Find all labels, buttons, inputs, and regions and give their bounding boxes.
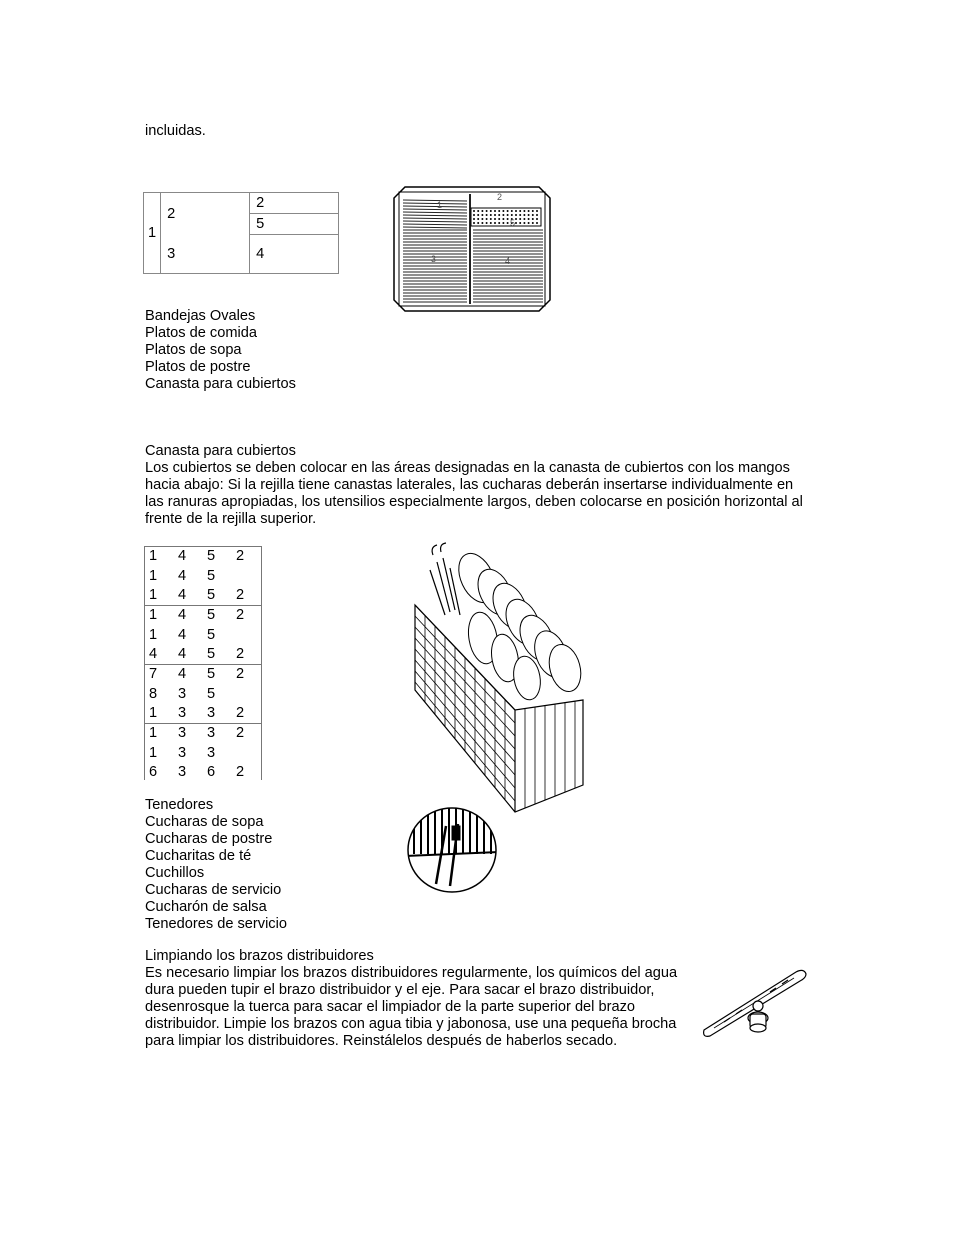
- spray-arm-figure: [700, 966, 810, 1038]
- cutlery-grid-cell: 4: [149, 646, 158, 662]
- cutlery-grid-cell: 5: [207, 685, 216, 702]
- cutlery-legend-item: Cucharitas de té: [145, 848, 252, 864]
- cutlery-grid-cell: 4: [178, 548, 187, 564]
- cutlery-legend-item: Tenedores: [145, 797, 214, 813]
- rack-legend-item: Bandejas Ovales: [145, 308, 256, 324]
- rack-legend-item: Canasta para cubiertos: [145, 376, 296, 392]
- rack-figure-label-5: 5: [510, 218, 516, 228]
- cutlery-legend-item: Cuchillos: [145, 865, 205, 881]
- arms-paragraph: Es necesario limpiar los brazos distribuidores regularmente, los químicos del agua dura pueden tupir el brazo distribuidor y el eje. Para sacar el brazo distribuidor, desenrosque la tuerca para sacar el limpiador de la parte superior del brazo distribuidor. Limpie los brazos con agua tibia y jabonosa, use una pequeña brocha para limpiar los distribuidores. Reinstálelos después de haberlos secado.: [145, 965, 678, 1049]
- cutlery-basket-figure: [405, 540, 590, 820]
- cutlery-grid-cell: 2: [236, 705, 245, 721]
- cutlery-grid-cell: 3: [178, 685, 187, 702]
- rack-figure-label-4: 4: [505, 256, 511, 266]
- cutlery-grid-cell: 4: [178, 626, 187, 643]
- intro-text: incluidas.: [145, 123, 206, 139]
- cutlery-grid-cell: 2: [236, 666, 245, 682]
- rack-figure-label-1: 1: [437, 200, 443, 210]
- cutlery-grid-cell: 3: [178, 764, 187, 780]
- cutlery-grid-cell: 4: [178, 567, 187, 584]
- cutlery-grid-cell: 7: [149, 666, 158, 682]
- rack-cell-left: 1: [144, 193, 161, 274]
- cutlery-grid-cell: 2: [236, 607, 245, 623]
- cutlery-grid-cell: 1: [149, 607, 158, 623]
- cutlery-grid-cell: [232, 567, 261, 587]
- cutlery-grid-cell: 4: [178, 607, 187, 623]
- cutlery-grid-cell: 3: [178, 744, 187, 761]
- cutlery-grid-cell: 8: [149, 685, 158, 702]
- cutlery-legend-item: Cucharón de salsa: [145, 899, 267, 915]
- rack-cell-mid-bottom: 3: [161, 235, 250, 274]
- cutlery-grid-cell: [232, 744, 261, 764]
- cutlery-title: Canasta para cubiertos: [145, 443, 296, 459]
- cutlery-grid-cell: 3: [207, 744, 216, 761]
- cutlery-grid-cell: 4: [178, 646, 187, 662]
- cutlery-grid-cell: 6: [207, 764, 216, 780]
- rack-cell-right-2: 5: [250, 214, 339, 235]
- cutlery-legend: [145, 797, 287, 933]
- rack-cell-mid-top: 2: [161, 193, 250, 235]
- cutlery-grid-cell: 4: [178, 666, 187, 682]
- cutlery-grid-cell: 1: [149, 705, 158, 721]
- cutlery-grid-cell: 2: [236, 764, 245, 780]
- cutlery-grid-cell: 1: [149, 626, 158, 643]
- cutlery-grid-cell: 5: [207, 607, 216, 623]
- rack-layout-table: [143, 192, 339, 274]
- cutlery-grid-cell: 3: [207, 725, 216, 741]
- cutlery-grid-group: [145, 724, 261, 782]
- cutlery-grid-cell: 2: [236, 725, 245, 741]
- cutlery-legend-item: Cucharas de servicio: [145, 882, 282, 898]
- rack-legend-item: Platos de sopa: [145, 342, 242, 358]
- cutlery-grid-cell: 2: [236, 646, 245, 662]
- lower-rack-figure: [393, 186, 551, 312]
- cutlery-detail-figure: [406, 806, 498, 894]
- cutlery-grid: [144, 546, 262, 780]
- cutlery-grid-cell: [232, 685, 261, 705]
- cutlery-grid-cell: 1: [149, 725, 158, 741]
- rack-legend-item: Platos de comida: [145, 325, 257, 341]
- rack-legend-item: Platos de postre: [145, 359, 251, 375]
- cutlery-grid-cell: 4: [178, 587, 187, 603]
- rack-cell-right-1: 2: [250, 193, 339, 214]
- cutlery-grid-group: [145, 665, 261, 724]
- cutlery-grid-cell: [232, 626, 261, 646]
- cutlery-legend-item: Cucharas de postre: [145, 831, 273, 847]
- cutlery-grid-cell: 2: [236, 587, 245, 603]
- cutlery-grid-group: [145, 547, 261, 606]
- cutlery-paragraph: Los cubiertos se deben colocar en las áreas designadas en la canasta de cubiertos con los mangos hacia abajo: Si la rejilla tiene canastas laterales, las cucharas deberán insertarse individualmente en las ranuras apropiadas, los utensilios especialmente largos, deben colocarse en posición horizontal al frente de la rejilla superior.: [145, 460, 803, 527]
- cutlery-grid-cell: 6: [149, 764, 158, 780]
- arms-title: Limpiando los brazos distribuidores: [145, 948, 374, 964]
- cutlery-grid-cell: 5: [207, 666, 216, 682]
- cutlery-grid-cell: 1: [149, 548, 158, 564]
- cutlery-grid-cell: 1: [149, 567, 158, 584]
- cutlery-grid-cell: 1: [149, 587, 158, 603]
- cutlery-grid-cell: 3: [178, 725, 187, 741]
- rack-figure-label-2: 2: [497, 192, 503, 202]
- cutlery-grid-cell: 5: [207, 646, 216, 662]
- cutlery-grid-cell: 3: [207, 705, 216, 721]
- rack-legend: [145, 308, 296, 393]
- cutlery-grid-cell: 3: [178, 705, 187, 721]
- cutlery-grid-cell: 5: [207, 567, 216, 584]
- rack-cell-right-3: 4: [250, 235, 339, 274]
- cutlery-grid-cell: 5: [207, 587, 216, 603]
- cutlery-grid-cell: 2: [236, 548, 245, 564]
- cutlery-grid-cell: 5: [207, 548, 216, 564]
- rack-figure-label-3: 3: [431, 254, 437, 264]
- cutlery-grid-group: [145, 606, 261, 665]
- cutlery-legend-item: Cucharas de sopa: [145, 814, 264, 830]
- cutlery-grid-cell: 1: [149, 744, 158, 761]
- cutlery-grid-cell: 5: [207, 626, 216, 643]
- cutlery-legend-item: Tenedores de servicio: [145, 916, 287, 932]
